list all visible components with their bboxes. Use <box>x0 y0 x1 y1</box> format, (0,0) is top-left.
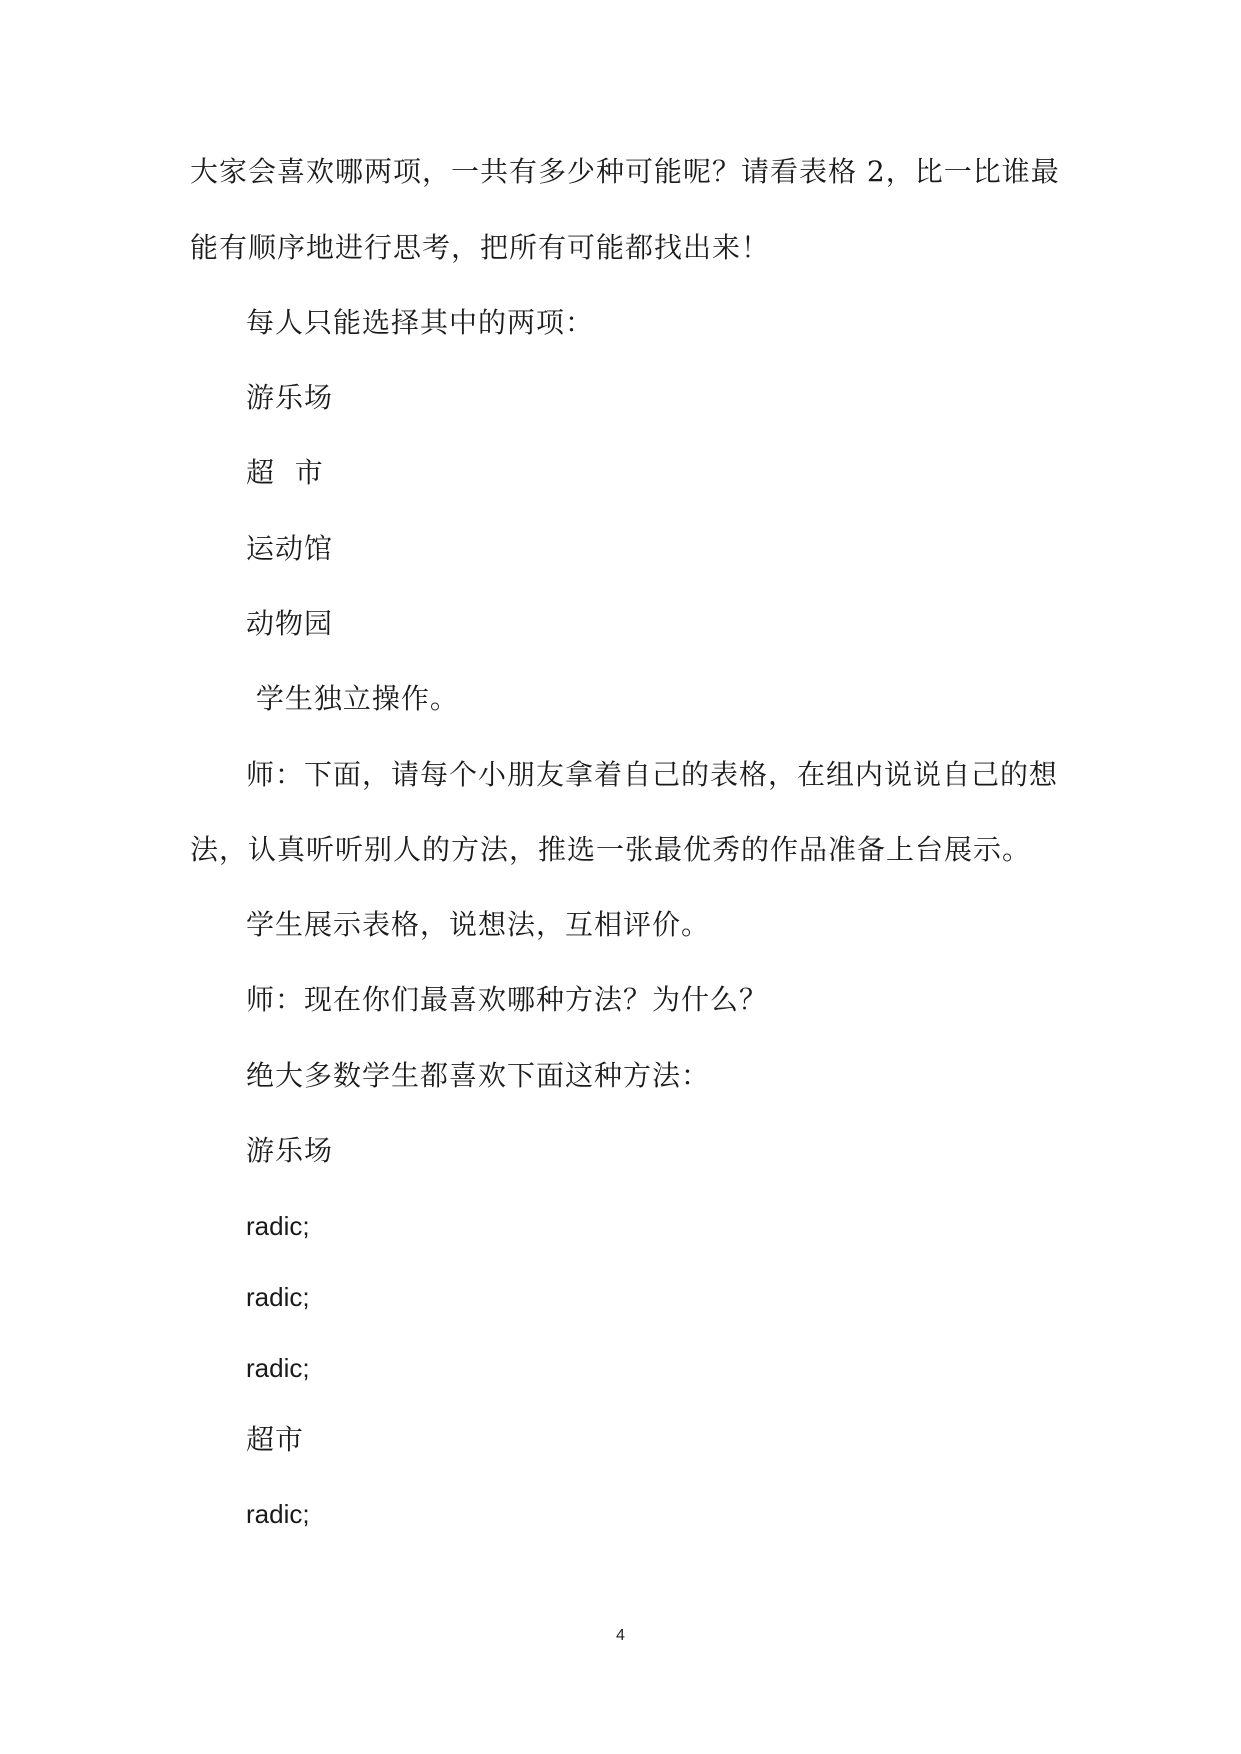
paragraph-line: 学生独立操作。 <box>246 682 459 715</box>
paragraph-line: 师：下面，请每个小朋友拿着自己的表格，在组内说说自己的想 <box>246 758 1059 791</box>
list-item: 动物园 <box>246 607 334 640</box>
list-item: radic; <box>246 1499 310 1529</box>
list-item: radic; <box>246 1282 310 1312</box>
list-item: 超 市 <box>246 456 324 489</box>
paragraph-line: 大家会喜欢哪两项，一共有多少种可能呢？请看表格 2，比一比谁最 <box>190 155 1060 188</box>
paragraph-line: 学生展示表格，说想法，互相评价。 <box>246 908 711 941</box>
paragraph-line: 法，认真听听别人的方法，推选一张最优秀的作品准备上台展示。 <box>190 833 1032 866</box>
list-item: radic; <box>246 1353 310 1383</box>
list-item: 游乐场 <box>246 1134 334 1167</box>
list-item: 运动馆 <box>246 532 334 565</box>
paragraph-line: 每人只能选择其中的两项： <box>246 306 595 339</box>
list-item: 游乐场 <box>246 381 334 414</box>
paragraph-line: 绝大多数学生都喜欢下面这种方法： <box>246 1059 711 1092</box>
list-item: radic; <box>246 1211 310 1241</box>
paragraph-line: 能有顺序地进行思考，把所有可能都找出来！ <box>190 231 771 264</box>
list-item: 超市 <box>246 1423 305 1456</box>
page-number: 4 <box>616 1627 625 1644</box>
paragraph-line: 师：现在你们最喜欢哪种方法？为什么？ <box>246 983 769 1016</box>
